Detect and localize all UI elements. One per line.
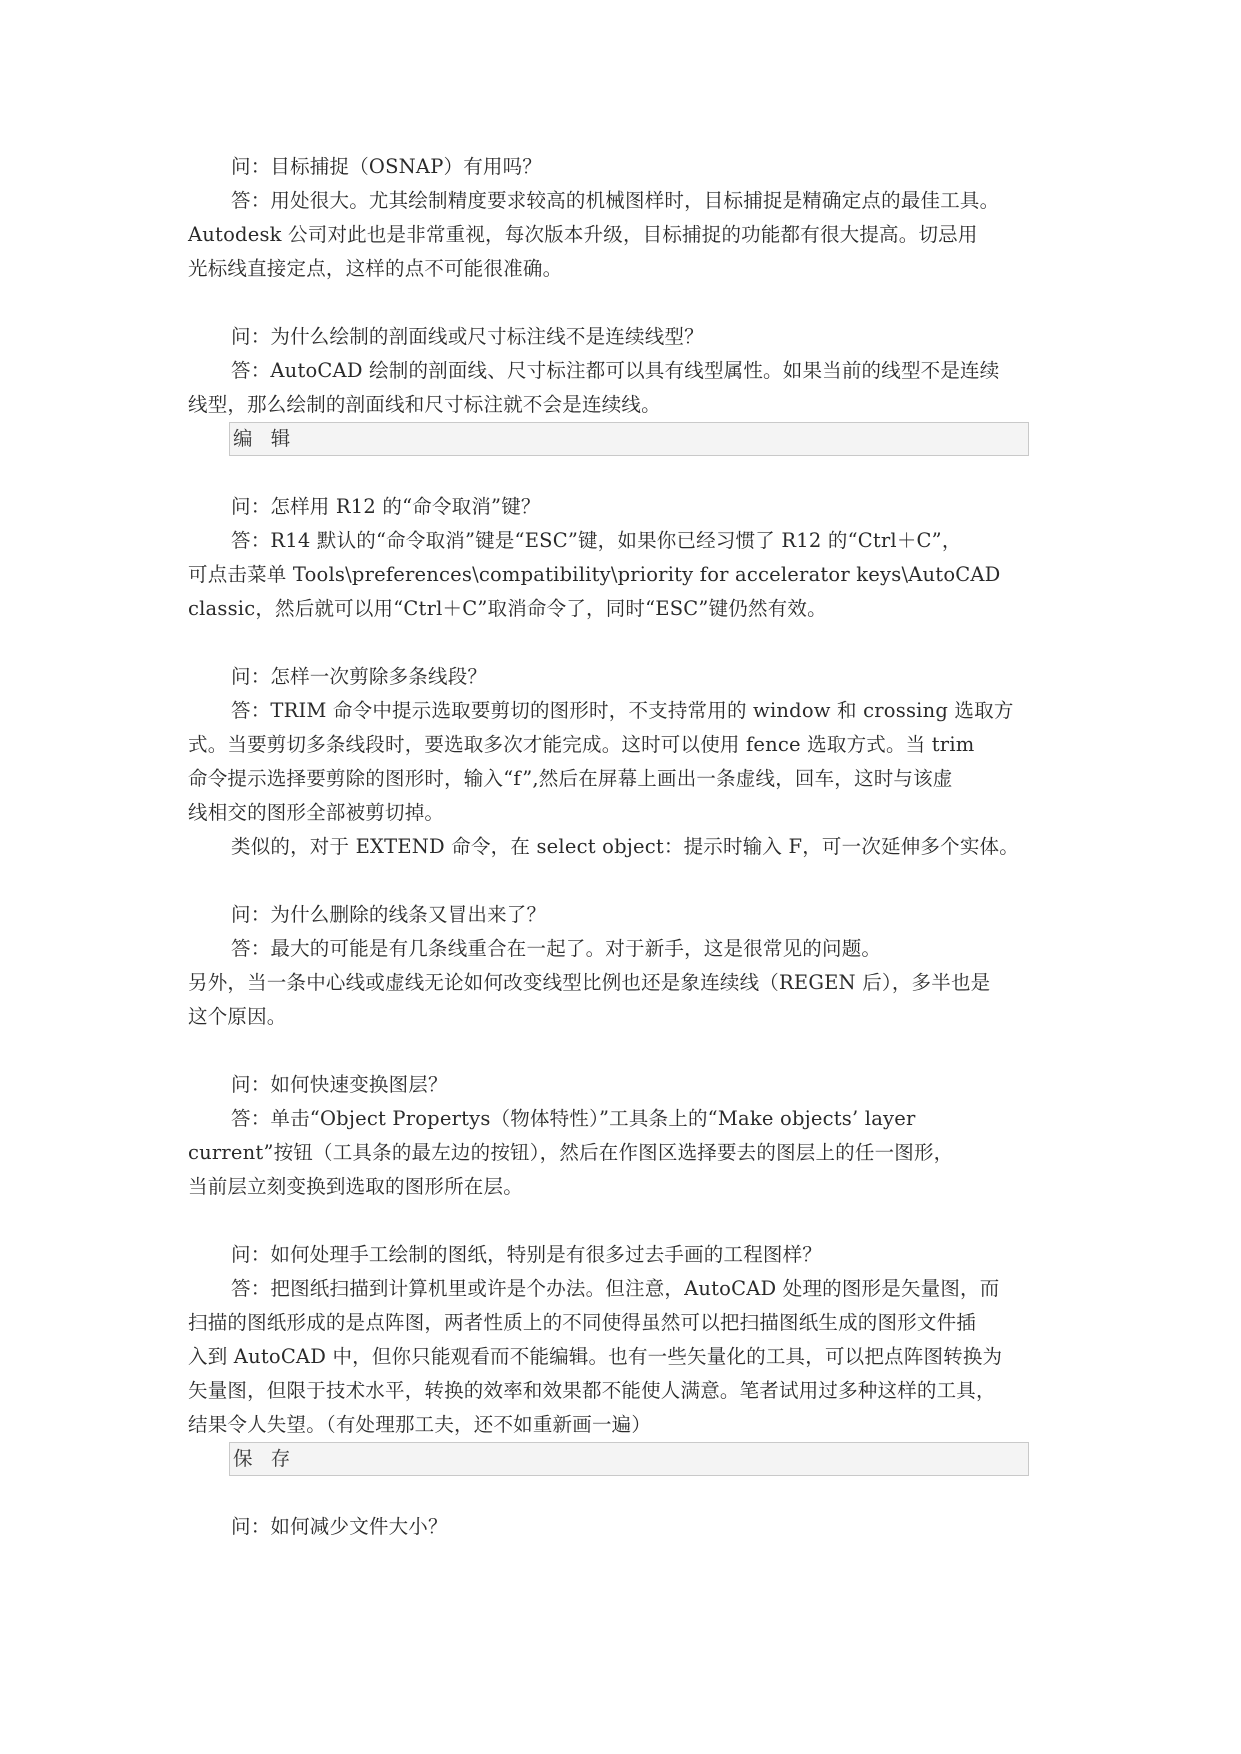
- answer-line: current”按钮（工具条的最左边的按钮），然后在作图区选择要去的图层上的任一图形，: [188, 1141, 954, 1164]
- question-layer-switch: 问：如何快速变换图层？: [231, 1073, 448, 1096]
- answer-line: 扫描的图纸形成的是点阵图，两者性质上的不同使得虽然可以把扫描图纸生成的图形文件插: [188, 1311, 977, 1334]
- answer-line: 矢量图，但限于技术水平，转换的效率和效果都不能使人满意。笔者试用过多种这样的工具，: [188, 1379, 996, 1402]
- answer-line: 线型，那么绘制的剖面线和尺寸标注就不会是连续线。: [188, 393, 661, 416]
- answer-line: 结果令人失望。（有处理那工夫，还不如重新画一遍）: [188, 1413, 652, 1436]
- question-file-size: 问：如何减少文件大小？: [231, 1515, 448, 1538]
- answer-line: 命令提示选择要剪除的图形时，输入“f”,然后在屏幕上画出一条虚线，回车，这时与该虚: [188, 767, 953, 790]
- question-cancel-key: 问：怎样用 R12 的“命令取消”键？: [231, 495, 541, 518]
- answer-line: Autodesk 公司对此也是非常重视，每次版本升级，目标捕捉的功能都有很大提高。切忌用: [188, 223, 978, 246]
- document-page: [188, 150, 1060, 1544]
- answer-line: 线相交的图形全部被剪切掉。: [188, 801, 445, 824]
- save-button[interactable]: 保 存: [229, 1442, 1029, 1476]
- answer-line: 答：TRIM 命令中提示选取要剪切的图形时，不支持常用的 window 和 crossing 选取方: [231, 699, 1014, 722]
- question-trim: 问：怎样一次剪除多条线段？: [231, 665, 488, 688]
- question-linetype: 问：为什么绘制的剖面线或尺寸标注线不是连续线型？: [231, 325, 704, 348]
- answer-line: 类似的，对于 EXTEND 命令，在 select object：提示时输入 F，可一次延伸多个实体。: [231, 835, 1019, 858]
- answer-line: 式。当要剪切多条线段时，要选取多次才能完成。这时可以使用 fence 选取方式。当 trim: [188, 733, 975, 756]
- question-osnap: 问：目标捕捉（OSNAP）有用吗？: [231, 155, 543, 178]
- edit-button[interactable]: 编 辑: [229, 422, 1029, 456]
- answer-line: 这个原因。: [188, 1005, 287, 1028]
- answer-line: 入到 AutoCAD 中，但你只能观看而不能编辑。也有一些矢量化的工具，可以把点阵图转换为: [188, 1345, 1003, 1368]
- answer-line: 答：单击“Object Propertys（物体特性）”工具条上的“Make objects’ layer: [231, 1107, 916, 1130]
- question-deleted-lines: 问：为什么删除的线条又冒出来了？: [231, 903, 547, 926]
- answer-line: 光标线直接定点，这样的点不可能很准确。: [188, 257, 563, 280]
- answer-line: 答：把图纸扫描到计算机里或许是个办法。但注意，AutoCAD 处理的图形是矢量图，而: [231, 1277, 1000, 1300]
- answer-line: 另外，当一条中心线或虚线无论如何改变线型比例也还是象连续线（REGEN 后），多半也是: [188, 971, 991, 994]
- answer-line: 可点击菜单 Tools\preferences\compatibility\priority for accelerator keys\AutoCAD: [188, 563, 1001, 586]
- answer-line: 答：R14 默认的“命令取消”键是“ESC”键，如果你已经习惯了 R12 的“Ctrl＋C”，: [231, 529, 962, 552]
- answer-line: classic，然后就可以用“Ctrl＋C”取消命令了，同时“ESC”键仍然有效。: [188, 597, 827, 620]
- answer-line: 答：最大的可能是有几条线重合在一起了。对于新手，这是很常见的问题。: [231, 937, 882, 960]
- answer-line: 答：AutoCAD 绘制的剖面线、尺寸标注都可以具有线型属性。如果当前的线型不是连续: [231, 359, 1000, 382]
- answer-line: 答：用处很大。尤其绘制精度要求较高的机械图样时，目标捕捉是精确定点的最佳工具。: [231, 189, 1000, 212]
- question-hand-drawings: 问：如何处理手工绘制的图纸，特别是有很多过去手画的工程图样？: [231, 1243, 823, 1266]
- answer-line: 当前层立刻变换到选取的图形所在层。: [188, 1175, 523, 1198]
